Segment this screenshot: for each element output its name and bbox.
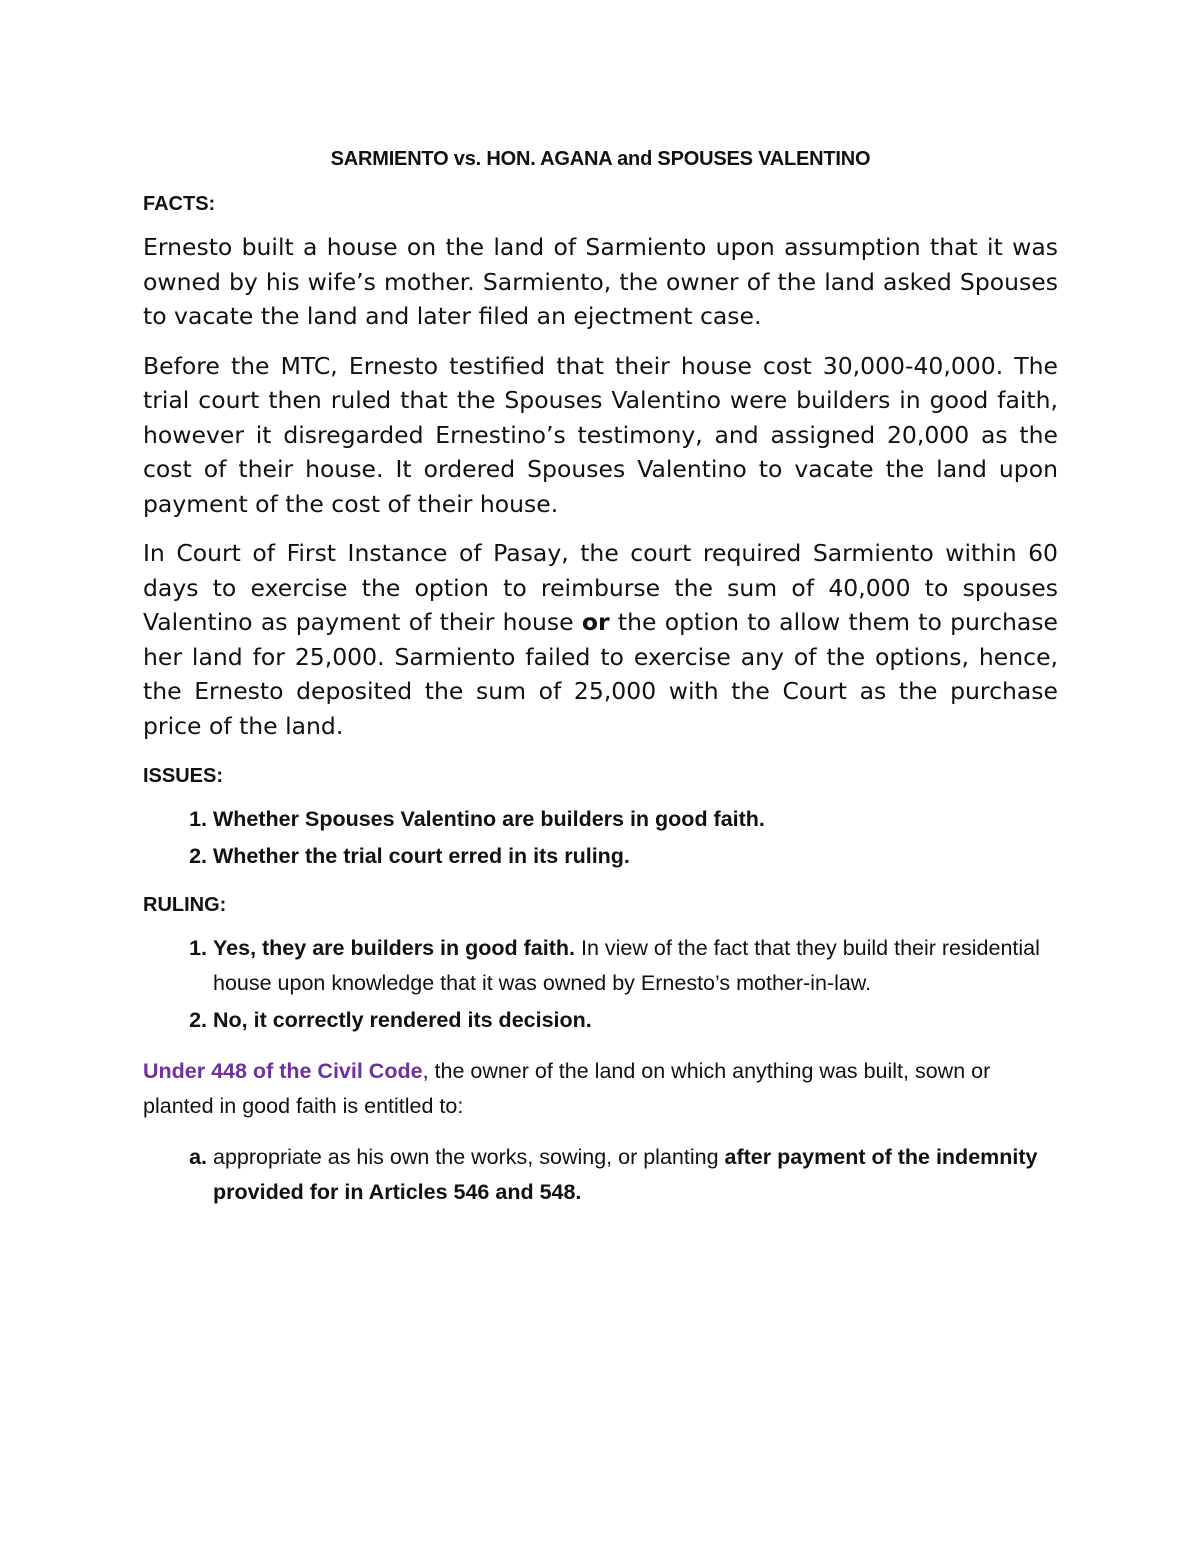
civil-code-paragraph [143, 1054, 1058, 1124]
facts-paragraph-2: Before the MTC, Ernesto testified that their house cost 30,000-40,000. The trial court then ruled that the Spouses Valentino were builders in good faith, however it disregarded Ernestino’s testimony, and assigned 20,000 as the cost of their house. It ordered Spouses Valentino to vacate the land upon payment of the cost of their house. [143, 351, 1058, 518]
facts-paragraph-1: Ernesto built a house on the land of Sarmiento upon assumption that it was owned by his wife’s mother. Sarmiento, the owner of the land asked Spouses to vacate the land and later filed an ejectment case. [143, 233, 1058, 330]
ruling-item-1-bold: Yes, they are builders in good faith. [213, 936, 575, 960]
ruling-item-1-rest: In view of the fact that they build their residential house upon knowledge that it was owned by Ernesto’s mother-in-law. [213, 936, 1040, 995]
option-a [213, 1140, 1058, 1210]
ruling-item-2-bold: No, it correctly rendered its decision. [213, 1008, 592, 1032]
facts-paragraph-3-after: the option to allow them to purchase her land for 25,000. Sarmiento failed to exercise any of the options, hence, the Ernesto deposited the sum of 25,000 with the Court as the purchase price of the land. [143, 608, 1058, 740]
facts-heading: FACTS: [143, 193, 216, 215]
civil-code-rest: , the owner of the land on which anything was built, sown or planted in good faith is entitled to: [143, 1059, 991, 1118]
civil-code-options-list [143, 1140, 1058, 1210]
issue-item-2: 2. Whether the trial court erred in its ruling. [213, 839, 1058, 874]
option-a-plain: appropriate as his own the works, sowing, or planting [213, 1145, 725, 1169]
civil-code-reference: Under 448 of the Civil Code [143, 1059, 423, 1083]
ruling-heading: RULING: [143, 894, 227, 916]
ruling-item-1 [213, 931, 1058, 1001]
issues-list [143, 802, 1058, 874]
option-a-bold: after payment of the indemnity provided for in Articles 546 and 548. [213, 1145, 1038, 1204]
ruling-list [143, 931, 1058, 1038]
document-page [143, 140, 1058, 1226]
facts-paragraph-3-or: or [581, 608, 610, 636]
case-title: SARMIENTO vs. HON. AGANA and SPOUSES VALENTINO [330, 148, 871, 170]
facts-paragraph-3 [143, 536, 1058, 743]
issue-item-1: 1. Whether Spouses Valentino are builders in good faith. [213, 802, 1058, 837]
facts-paragraph-3-before: In Court of First Instance of Pasay, the court required Sarmiento within 60 days to exercise the option to reimburse the sum of 40,000 to spouses Valentino as payment of their house [143, 539, 1058, 636]
issues-heading: ISSUES: [143, 765, 224, 787]
ruling-item-2 [213, 1003, 1058, 1038]
